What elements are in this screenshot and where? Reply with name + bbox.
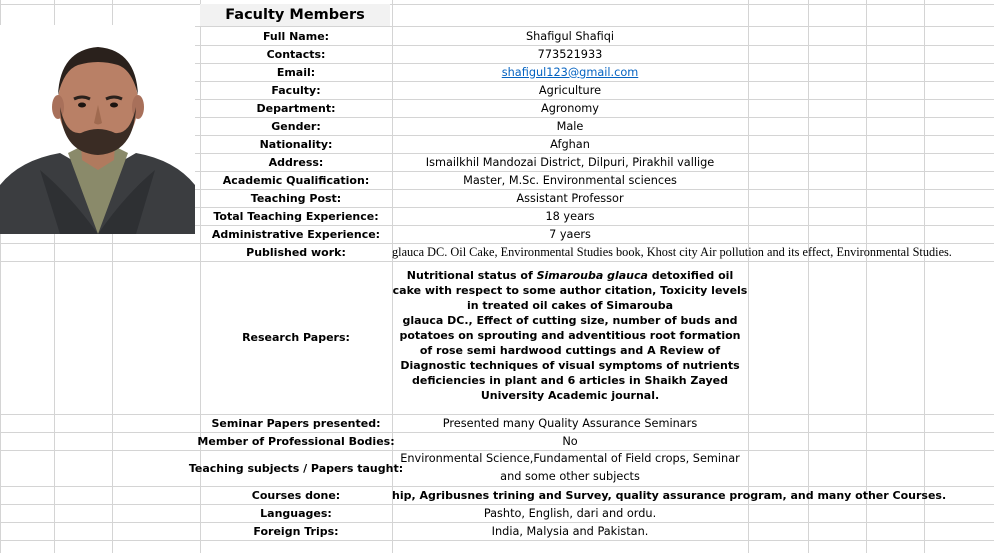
field-label: Department: (256, 101, 336, 115)
field-label: Email: (276, 65, 316, 79)
field-label: Foreign Trips: (253, 524, 339, 538)
field-label: Administrative Experience: (211, 227, 381, 241)
field-label: Full Name: (262, 29, 330, 43)
field-value: Shafigul Shafiqi (525, 29, 615, 43)
field-value: Presented many Quality Assurance Seminars (442, 416, 698, 430)
field-value: Agronomy (541, 101, 599, 115)
field-label: Published work: (246, 245, 346, 259)
field-label: Academic Qualification: (222, 173, 370, 187)
published-work-value: glauca DC. Oil Cake, Environmental Studies book, Khost city Air pollution and its effect, Environmental Studies. (392, 244, 952, 259)
teaching-line-1: Environmental Science,Fundamental of Field crops, Seminar (400, 452, 740, 465)
faculty-photo (0, 25, 195, 234)
field-label: Languages: (260, 506, 332, 520)
field-value: Assistant Professor (516, 191, 624, 205)
field-label: Nationality: (259, 137, 333, 151)
field-value: Ismailkhil Mandozai District, Dilpuri, Pirakhil vallige (425, 155, 715, 169)
research-text-italic: Simarouba glauca (536, 269, 648, 282)
research-papers-value (392, 268, 748, 406)
field-value: Agriculture (538, 83, 602, 97)
teaching-line-2: and some other subjects (500, 470, 640, 483)
field-value: Male (556, 119, 584, 133)
field-label: Research Papers: (242, 331, 350, 344)
field-value: 18 years (545, 209, 595, 223)
field-value: Pashto, English, dari and ordu. (483, 506, 657, 520)
research-text-2: detoxified oil cake with respect to some author citation, Toxicity levels in treated oil cakes of Simarouba (392, 269, 748, 312)
person-portrait-icon (0, 25, 195, 234)
page-title: Faculty Members (200, 4, 390, 26)
research-text-3: glauca DC., Effect of cutting size, number of buds and potatoes on sprouting and adventitious root formation of rose semi hardwood cuttings and A Review of Diagnostic techniques of visual symptoms of nutrients deficiencies in plant and 6 articles in Shaikh Zayed University Academic journal. (399, 314, 741, 402)
field-value: 7 yaers (549, 227, 591, 241)
field-label: Teaching subjects / Papers taught: (188, 461, 404, 475)
field-value: Afghan (550, 137, 590, 151)
courses-done-value: hip, Agribusnes trining and Survey, quality assurance program, and many other Courses. (392, 488, 947, 502)
field-value: Master, M.Sc. Environmental sciences (463, 173, 677, 187)
field-label: Teaching Post: (250, 191, 342, 205)
field-label: Member of Professional Bodies: (197, 434, 395, 448)
field-label: Contacts: (266, 47, 326, 61)
field-label: Seminar Papers presented: (211, 416, 381, 430)
field-label: Courses done: (251, 488, 341, 502)
field-value: India, Malysia and Pakistan. (491, 524, 649, 538)
field-label: Address: (268, 155, 324, 169)
research-text-1: Nutritional status of (406, 269, 537, 282)
field-label: Faculty: (271, 83, 321, 97)
field-value: 773521933 (537, 47, 603, 61)
field-label: Total Teaching Experience: (213, 209, 379, 223)
teaching-subjects-value (392, 450, 748, 486)
field-value: No (562, 434, 578, 448)
field-label: Gender: (271, 119, 321, 133)
email-link[interactable]: shafigul123@gmail.com (501, 65, 639, 79)
